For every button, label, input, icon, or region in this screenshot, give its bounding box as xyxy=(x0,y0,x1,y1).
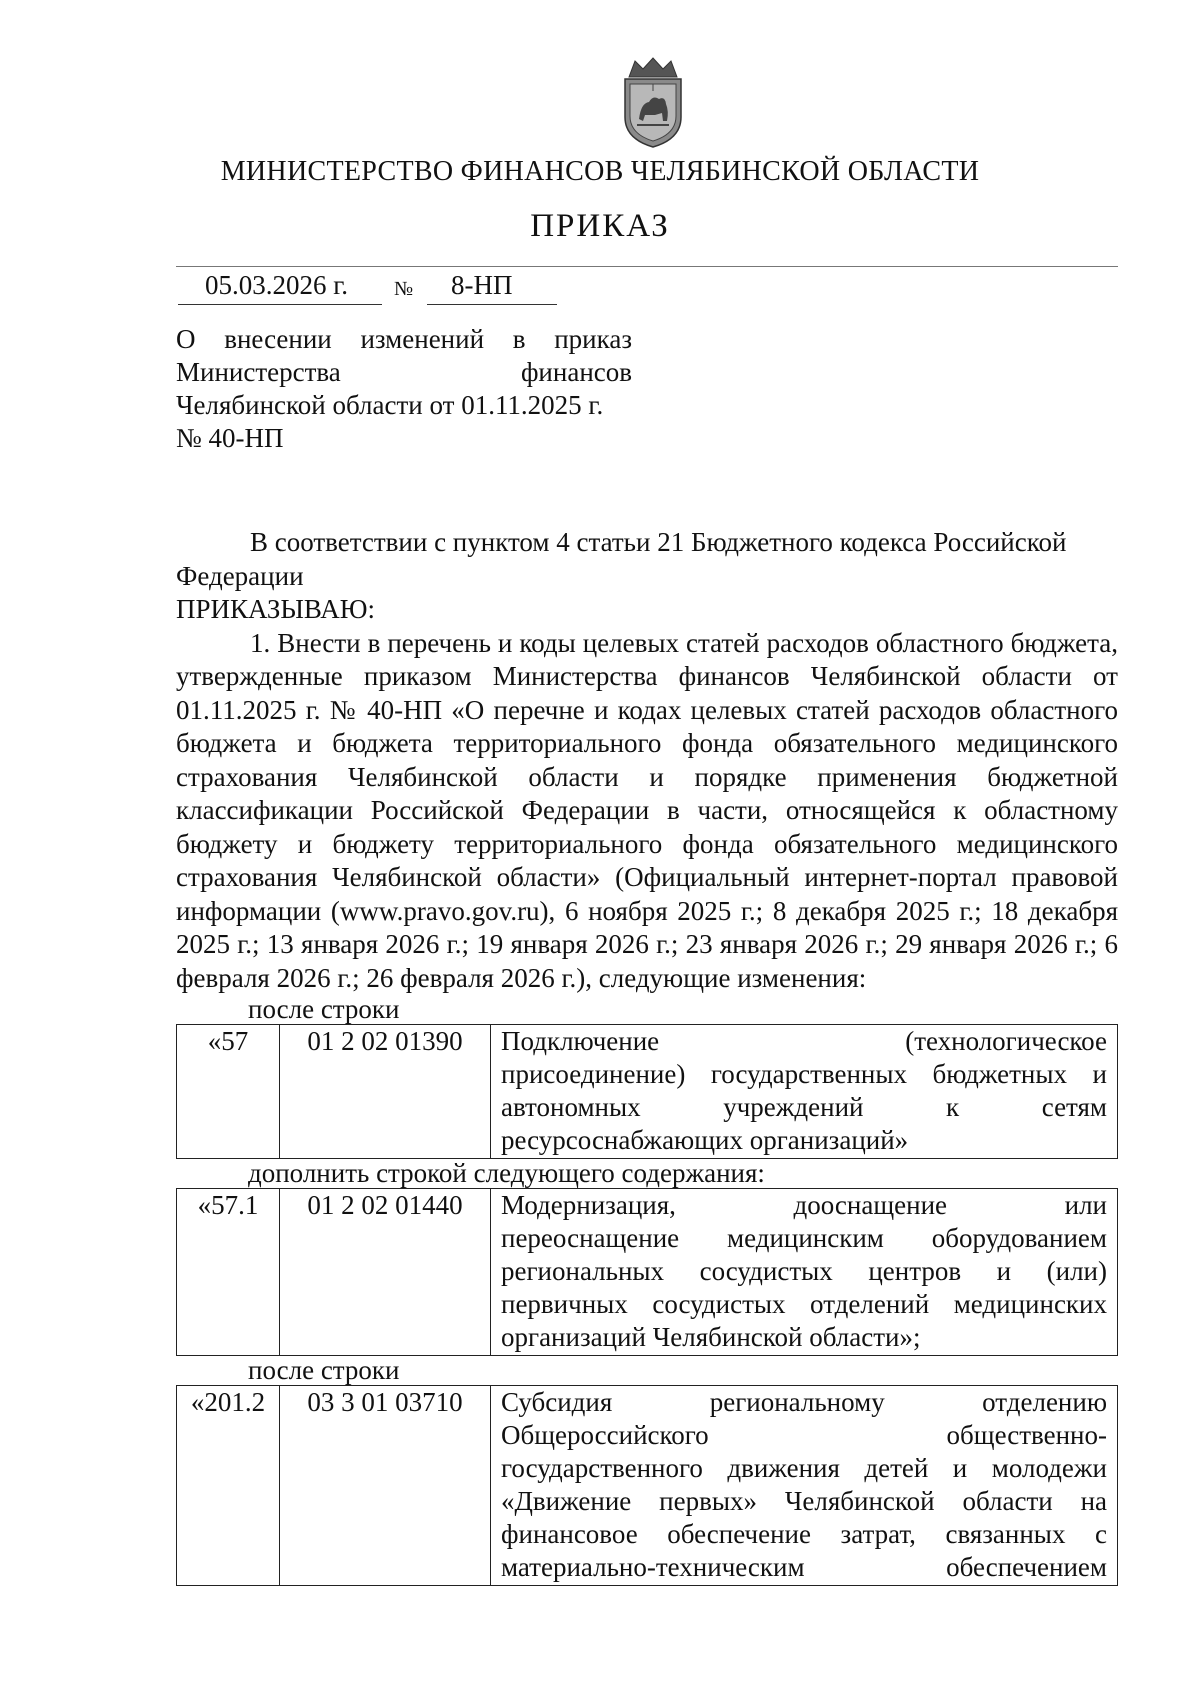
code-row-table xyxy=(176,1385,1118,1586)
description-line: материально-техническим обеспечением xyxy=(501,1552,1107,1582)
order-number: 8-НП xyxy=(451,270,513,300)
description-line: Общероссийского общественно- xyxy=(501,1420,1107,1450)
subject-line: Челябинской области от 01.11.2025 г. xyxy=(176,390,604,420)
item-1-text: 1. Внести в перечень и коды целевых статей расходов областного бюджета, утвержденные приказом Министерства финансов Челябинской области от 01.11.2025 г. № 40-НП «О перечне и кодах целевых статей расходов областного бюджета и бюджета территориального фонда обязательного медицинского страхования Челябинской области и порядке применения бюджетной классификации Российской Федерации в части, относящейся к областному бюджету и бюджету территориального фонда обязательного медицинского страхования Челябинской области» (Официальный интернет-портал правовой информации (www.pravo.gov.ru), 6 ноября 2025 г.; 8 декабря 2025 г.; 18 декабря 2025 г.; 13 января 2026 г.; 19 января 2026 г.; 23 января 2026 г.; 29 января 2026 г.; 6 февраля 2026 г.; 26 февраля 2026 г.), следующие изменения: xyxy=(176,627,1118,993)
code-row-table xyxy=(176,1188,1118,1356)
description-line: государственного движения детей и молодежи xyxy=(501,1453,1107,1483)
coat-of-arms-emblem xyxy=(615,55,691,149)
order-subject xyxy=(176,323,632,455)
date-underline xyxy=(178,304,382,305)
description-line: первичных сосудистых отделений медицинских xyxy=(501,1289,1107,1319)
caption-after-row: после строки xyxy=(248,1355,400,1385)
row-number: «57 xyxy=(177,1025,280,1159)
table-row xyxy=(177,1025,1118,1159)
row-description xyxy=(491,1386,1118,1586)
description-line: ресурсоснабжающих организаций» xyxy=(501,1125,909,1155)
description-line: региональных сосудистых центров и (или) xyxy=(501,1256,1107,1286)
description-line: присоединение) государственных бюджетных и xyxy=(501,1059,1107,1089)
row-code: 03 3 01 03710 xyxy=(280,1386,491,1586)
subject-line: № 40-НП xyxy=(176,423,284,453)
description-line: организаций Челябинской области»; xyxy=(501,1322,921,1352)
subject-line: Министерства финансов xyxy=(176,357,632,387)
row-number: «57.1 xyxy=(177,1189,280,1356)
table-row xyxy=(177,1386,1118,1586)
ministry-name: МИНИСТЕРСТВО ФИНАНСОВ ЧЕЛЯБИНСКОЙ ОБЛАСТИ xyxy=(220,156,980,187)
row-description xyxy=(491,1189,1118,1356)
description-line: Подключение (технологическое xyxy=(501,1026,1107,1056)
row-code: 01 2 02 01440 xyxy=(280,1189,491,1356)
order-word: ПРИКАЗЫВАЮ: xyxy=(176,594,375,624)
description-line: Субсидия региональному отделению xyxy=(501,1387,1107,1417)
subject-line: О внесении изменений в приказ xyxy=(176,324,632,354)
header-divider xyxy=(176,266,1118,267)
row-code: 01 2 02 01390 xyxy=(280,1025,491,1159)
document-type-title: ПРИКАЗ xyxy=(530,208,670,244)
description-line: «Движение первых» Челябинской области на xyxy=(501,1486,1107,1516)
description-line: автономных учреждений к сетям xyxy=(501,1092,1107,1122)
number-underline xyxy=(427,304,557,305)
preamble: В соответствии с пунктом 4 статьи 21 Бюджетного кодекса Российской Федерации xyxy=(176,527,1067,591)
caption-after-row: после строки xyxy=(248,994,400,1024)
description-line: финансовое обеспечение затрат, связанных с xyxy=(501,1519,1107,1549)
number-sign: № xyxy=(394,278,414,300)
code-row-table xyxy=(176,1024,1118,1159)
table-row xyxy=(177,1189,1118,1356)
row-description xyxy=(491,1025,1118,1159)
description-line: переоснащение медицинским оборудованием xyxy=(501,1223,1107,1253)
order-date: 05.03.2026 г. xyxy=(205,270,349,300)
row-number: «201.2 xyxy=(177,1386,280,1586)
caption-add-row: дополнить строкой следующего содержания: xyxy=(248,1158,765,1188)
order-body xyxy=(176,526,1118,1586)
description-line: Модернизация, дооснащение или xyxy=(501,1190,1107,1220)
